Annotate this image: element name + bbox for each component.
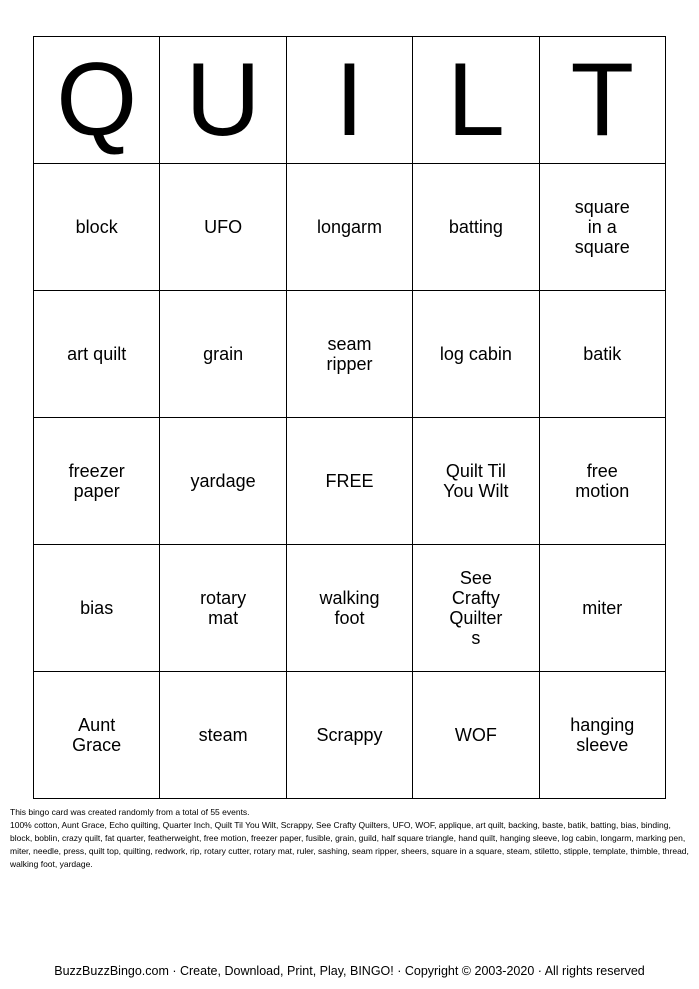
cell-text: free motion <box>575 461 630 501</box>
card-row-2 <box>34 291 666 418</box>
bingo-cell <box>34 672 160 799</box>
header-row <box>34 37 666 164</box>
cell-text: hanging sleeve <box>570 715 635 755</box>
cell-text: WOF <box>454 725 497 745</box>
card-row-3 <box>34 418 666 545</box>
bingo-cell <box>413 672 539 799</box>
cell-text: UFO <box>204 217 243 237</box>
bingo-cell <box>286 672 412 799</box>
free-space-cell <box>286 418 412 545</box>
bingo-cell <box>160 672 286 799</box>
bingo-cell <box>539 545 665 672</box>
cell-text: seam ripper <box>326 334 373 374</box>
header-letter-l: L <box>413 37 539 164</box>
card-row-5 <box>34 672 666 799</box>
cell-text: freezer paper <box>68 461 125 501</box>
cell-text: batik <box>583 344 622 364</box>
cell-text: rotary mat <box>200 588 247 628</box>
bingo-cell <box>286 291 412 418</box>
cell-text: Scrappy <box>316 725 383 745</box>
cell-text: miter <box>582 598 623 618</box>
cell-text: steam <box>198 725 248 745</box>
cell-text: square in a square <box>574 197 630 257</box>
bingo-cell <box>413 545 539 672</box>
cell-text: longarm <box>316 217 382 237</box>
header-letter-q: Q <box>34 37 160 164</box>
header-letter-t: T <box>539 37 665 164</box>
bingo-cell <box>160 291 286 418</box>
bingo-cell <box>34 545 160 672</box>
cell-text: Quilt Til You Wilt <box>443 461 509 501</box>
header-letter-u: U <box>160 37 286 164</box>
bingo-cell <box>539 164 665 291</box>
cell-text: log cabin <box>439 344 512 364</box>
bingo-cell <box>160 545 286 672</box>
bingo-cell <box>539 291 665 418</box>
bingo-cell <box>160 164 286 291</box>
card-info-event-list: 100% cotton, Aunt Grace, Echo quilting, Quarter Inch, Quilt Til You Wilt, Scrappy, See Crafty Quilters, UFO, WOF, applique, art quilt, backing, baste, batik, batting, bias, binding, block, boblin, crazy quilt, fat quarter, featherweight, free motion, freezer paper, fusible, grain, guild, half square triangle, hand quilt, hanging sleeve, log cabin, longarm, marking pen, miter, needle, press, quilt top, quilting, redwork, rip, rotary cutter, rotary mat, ruler, sashing, seam ripper, sheers, square in a square, steam, stiletto, stipple, template, thimble, thread, walking foot, yardage. <box>10 820 689 869</box>
bingo-cell <box>160 418 286 545</box>
card-row-4 <box>34 545 666 672</box>
cell-text: grain <box>203 344 244 364</box>
cell-text: Aunt Grace <box>72 715 122 755</box>
cell-text: yardage <box>190 471 256 491</box>
bingo-cell <box>413 418 539 545</box>
cell-text: See Crafty Quilters <box>449 568 503 648</box>
bingo-cell <box>34 418 160 545</box>
cell-text: walking foot <box>319 588 380 628</box>
bingo-cell <box>34 291 160 418</box>
card-info <box>10 806 690 871</box>
bingo-cell <box>539 418 665 545</box>
cell-text: block <box>75 217 118 237</box>
bingo-cell <box>286 164 412 291</box>
site-footer: BuzzBuzzBingo.com · Create, Download, Print, Play, BINGO! · Copyright © 2003-2020 · All rights reserved <box>54 964 645 978</box>
bingo-cell <box>413 291 539 418</box>
free-space-text: FREE <box>325 471 374 491</box>
bingo-cell <box>34 164 160 291</box>
header-letter-i: I <box>286 37 412 164</box>
bingo-card <box>33 36 666 799</box>
bingo-cell <box>286 545 412 672</box>
cell-text: batting <box>448 217 503 237</box>
cell-text: art quilt <box>67 344 127 364</box>
bingo-cell <box>413 164 539 291</box>
cell-text: bias <box>80 598 114 618</box>
card-row-1 <box>34 164 666 291</box>
bingo-cell <box>539 672 665 799</box>
card-info-summary: This bingo card was created randomly from a total of 55 events. <box>10 807 250 817</box>
